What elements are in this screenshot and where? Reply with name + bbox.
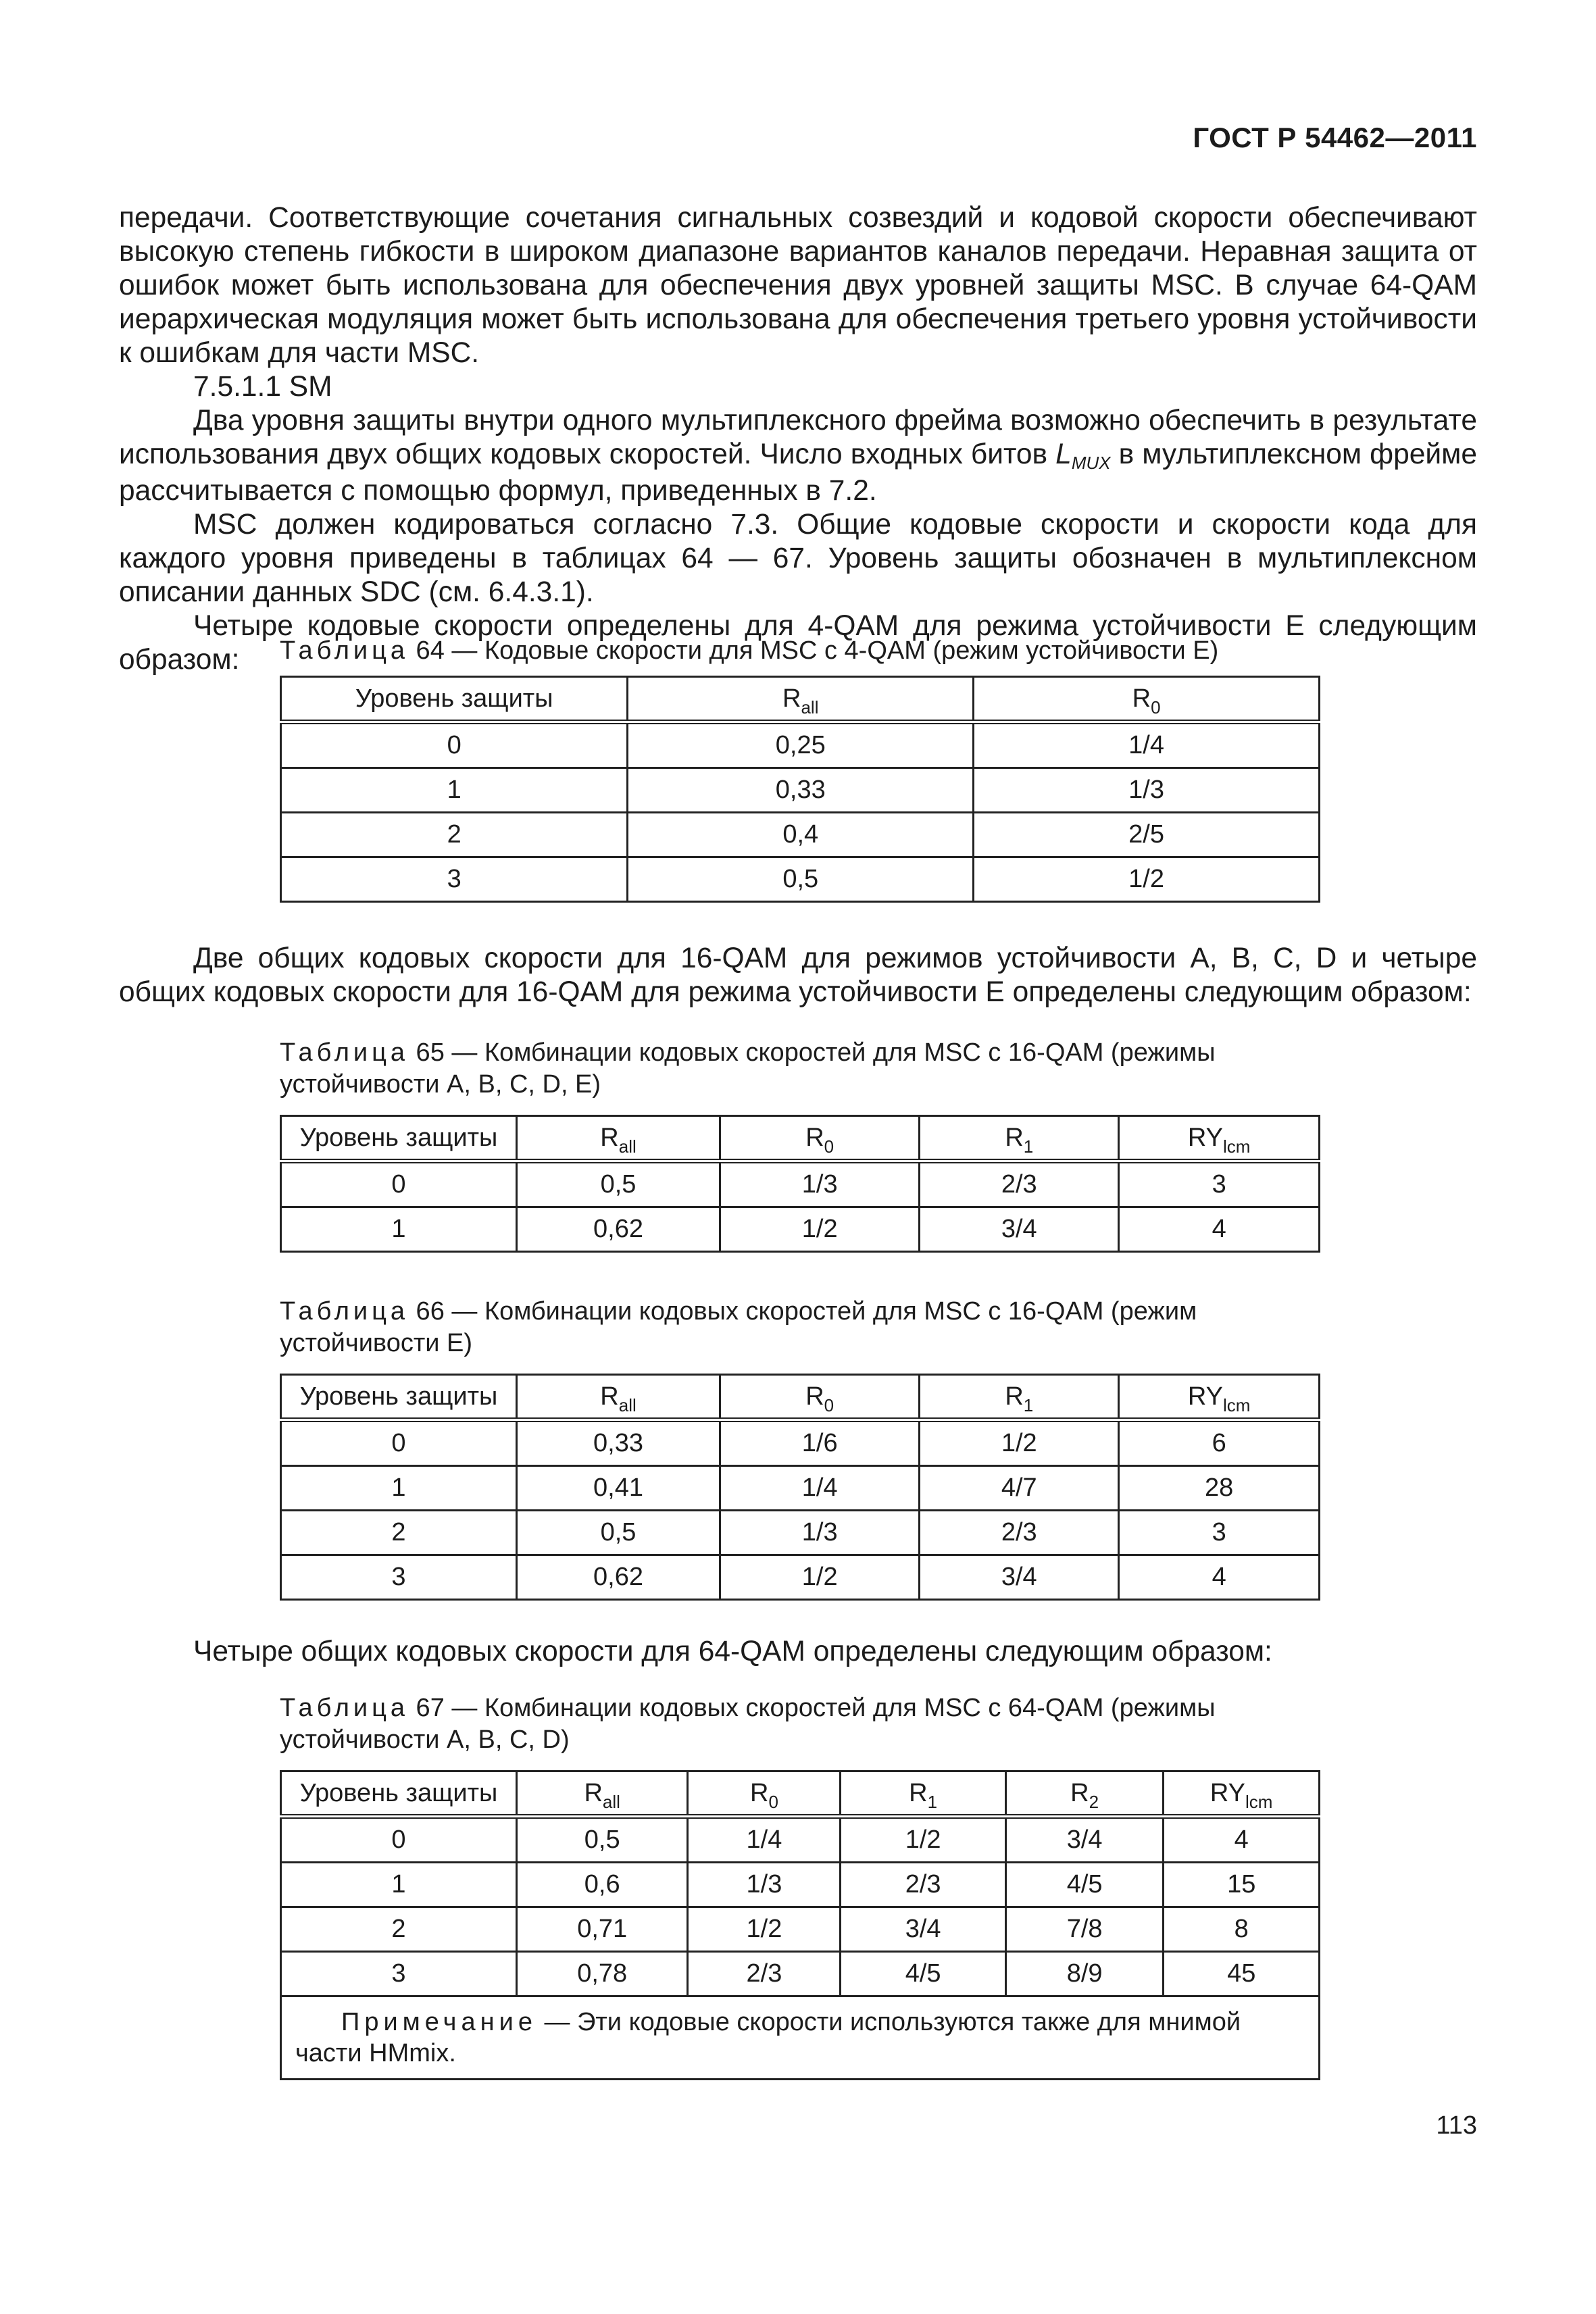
- table-cell: 8: [1164, 1907, 1320, 1952]
- table-64-header-rall: $R_{all}$: [628, 677, 974, 722]
- table-cell: 0,6: [516, 1863, 688, 1907]
- table-cell: 2/3: [920, 1511, 1119, 1555]
- table-cell: 3: [281, 857, 628, 902]
- table-cell: 4/7: [920, 1466, 1119, 1511]
- table-cell: 1/2: [974, 857, 1320, 902]
- table-65-caption: Таблица 65 — Комбинации кодовых скоростей для MSC с 16-QAM (режимы устойчивости A, B, C, D, E): [280, 1038, 1216, 1099]
- body-text: [119, 201, 1477, 677]
- table-cell: 2/3: [688, 1952, 841, 1996]
- table-cell: 2/3: [920, 1161, 1119, 1207]
- paragraph-64qam-block: [119, 1635, 1477, 1669]
- table-67-header-r2: $R_2$: [1005, 1771, 1164, 1817]
- table-67: [280, 1770, 1320, 2080]
- table-cell: 0: [281, 1161, 517, 1207]
- table-cell: 2: [281, 1511, 517, 1555]
- table-65-header-r0: $R_0$: [720, 1116, 920, 1161]
- table-row: [281, 813, 1320, 857]
- table-cell: 3/4: [841, 1907, 1005, 1952]
- table-cell: 6: [1119, 1420, 1320, 1466]
- table-row: [281, 1511, 1320, 1555]
- table-cell: 1/4: [688, 1817, 841, 1863]
- paragraph-16qam: Две общих кодовых скорости для 16-QAM для режимов устойчивости A, B, C, D и четыре общих кодовых скорости для 16-QAM для режима устойчивости E определены следующим образом:: [119, 942, 1477, 1008]
- table-cell: 2: [281, 813, 628, 857]
- table-cell: 4: [1119, 1207, 1320, 1252]
- table-cell: 3/4: [920, 1207, 1119, 1252]
- table-cell: 1: [281, 1466, 517, 1511]
- table-cell: 3/4: [920, 1555, 1119, 1600]
- table-cell: 7/8: [1005, 1907, 1164, 1952]
- table-row: [281, 1207, 1320, 1252]
- table-cell: 1: [281, 768, 628, 813]
- table-66-header-rall: $R_{all}$: [516, 1375, 720, 1420]
- table-66-header-r1: $R_1$: [920, 1375, 1119, 1420]
- table-64-caption: Таблица 64 — Кодовые скорости для MSC с 4-QAM (режим устойчивости E): [280, 636, 1219, 665]
- table-cell: 1/2: [920, 1420, 1119, 1466]
- table-cell: 3: [1119, 1161, 1320, 1207]
- table-cell: 1/2: [720, 1207, 920, 1252]
- table-cell: 1: [281, 1863, 517, 1907]
- table-cell: 0,78: [516, 1952, 688, 1996]
- paragraph-4qam: Четыре кодовые скорости определены для 4-QAM для режима устойчивости E следующим образом:: [119, 610, 1477, 676]
- table-65: [280, 1115, 1320, 1253]
- table-cell: 3: [281, 1952, 517, 1996]
- table-cell: 1/3: [720, 1161, 920, 1207]
- table-cell: 1/2: [841, 1817, 1005, 1863]
- table-66-header-r0: $R_0$: [720, 1375, 920, 1420]
- table-64-header-level: Уровень защиты: [281, 677, 628, 722]
- table-65-header-r1: $R_1$: [920, 1116, 1119, 1161]
- table-cell: 8/9: [1005, 1952, 1164, 1996]
- table-67-header-level: Уровень защиты: [281, 1771, 517, 1817]
- table-row: [281, 857, 1320, 902]
- table-row: [281, 1907, 1320, 1952]
- table-67-caption: Таблица 67 — Комбинации кодовых скоростей для MSC с 64-QAM (режимы устойчивости A, B, C, D): [280, 1694, 1216, 1754]
- table-67-header-r1: $R_1$: [841, 1771, 1005, 1817]
- table-cell: 3/4: [1005, 1817, 1164, 1863]
- table-cell: 4/5: [841, 1952, 1005, 1996]
- table-row: [281, 1555, 1320, 1600]
- paragraph-intro: передачи. Соответствующие сочетания сигнальных созвездий и кодовой скорости обеспечивают высокую степень гибкости в широком диапазоне вариантов каналов передачи. Неравная защита от ошибок может быть использована для обеспечения двух уровней защиты MSC. В случае 64-QAM иерархическая модуляция может быть использована для обеспечения третьего уровня устойчивости к ошибкам для части MSC.: [119, 202, 1477, 369]
- table-cell: 2/5: [974, 813, 1320, 857]
- table-cell: 4: [1164, 1817, 1320, 1863]
- table-66-header-level: Уровень защиты: [281, 1375, 517, 1420]
- table-cell: 3: [281, 1555, 517, 1600]
- table-row: [281, 1466, 1320, 1511]
- table-65-header-level: Уровень защиты: [281, 1116, 517, 1161]
- paragraph-levels: Два уровня защиты внутри одного мультиплексного фрейма возможно обеспечить в результате использования двух общих кодовых скоростей. Число входных битов LMUX в мультиплексном фрейме рассчитывается с помощью формул, приведенных в 7.2.: [119, 405, 1477, 507]
- table-cell: 0,41: [516, 1466, 720, 1511]
- table-66: [280, 1374, 1320, 1601]
- table-cell: 0,62: [516, 1555, 720, 1600]
- table-cell: 0: [281, 1817, 517, 1863]
- document-id: ГОСТ Р 54462—2011: [1193, 122, 1477, 153]
- table-cell: 1/3: [720, 1511, 920, 1555]
- table-cell: 1/3: [974, 768, 1320, 813]
- table-cell: 0,71: [516, 1907, 688, 1952]
- table-cell: 0,25: [628, 722, 974, 768]
- paragraph-msc: MSC должен кодироваться согласно 7.3. Общие кодовые скорости и скорости кода для каждого уровня приведены в таблицах 64 — 67. Уровень защиты обозначен в мультиплексном описании данных SDC (см. 6.4.3.1).: [119, 509, 1477, 608]
- table-67-header-r0: $R_0$: [688, 1771, 841, 1817]
- table-65-header-rylcm: $RY_{lcm}$: [1119, 1116, 1320, 1161]
- table-cell: 4/5: [1005, 1863, 1164, 1907]
- table-66-header-rylcm: $RY_{lcm}$: [1119, 1375, 1320, 1420]
- table-cell: 1/4: [974, 722, 1320, 768]
- table-row: [281, 1420, 1320, 1466]
- table-cell: 0,5: [516, 1817, 688, 1863]
- table-row: [281, 1817, 1320, 1863]
- table-cell: 1: [281, 1207, 517, 1252]
- table-67-note: Примечание — Эти кодовые скорости используются также для мнимой части HMmix.: [281, 1996, 1320, 2080]
- table-row: [281, 1952, 1320, 1996]
- table-cell: 1/6: [720, 1420, 920, 1466]
- table-row: [281, 722, 1320, 768]
- table-66-caption: Таблица 66 — Комбинации кодовых скоростей для MSC с 16-QAM (режим устойчивости E): [280, 1297, 1197, 1357]
- table-cell: 0,5: [516, 1161, 720, 1207]
- page-number: 113: [1436, 2111, 1477, 2140]
- table-cell: 1/2: [688, 1907, 841, 1952]
- table-cell: 28: [1119, 1466, 1320, 1511]
- table-65-header-rall: $R_{all}$: [516, 1116, 720, 1161]
- section-title: 7.5.1.1 SM: [193, 371, 332, 403]
- table-cell: 1/2: [720, 1555, 920, 1600]
- table-cell: 15: [1164, 1863, 1320, 1907]
- table-cell: 0,33: [628, 768, 974, 813]
- table-cell: 0,4: [628, 813, 974, 857]
- paragraph-16qam-block: [119, 942, 1477, 1009]
- table-cell: 2/3: [841, 1863, 1005, 1907]
- table-cell: 1/4: [720, 1466, 920, 1511]
- table-cell: 4: [1119, 1555, 1320, 1600]
- table-cell: 3: [1119, 1511, 1320, 1555]
- table-cell: 1/3: [688, 1863, 841, 1907]
- table-67-header-rylcm: $RY_{lcm}$: [1164, 1771, 1320, 1817]
- table-cell: 45: [1164, 1952, 1320, 1996]
- table-cell: 0: [281, 1420, 517, 1466]
- table-64-header-r0: $R_0$: [974, 677, 1320, 722]
- table-64: [280, 676, 1320, 903]
- paragraph-64qam: Четыре общих кодовых скорости для 64-QAM определены следующим образом:: [193, 1636, 1272, 1667]
- table-cell: 0,5: [628, 857, 974, 902]
- table-67-header-rall: $R_{all}$: [516, 1771, 688, 1817]
- table-cell: 0,5: [516, 1511, 720, 1555]
- table-cell: 0: [281, 722, 628, 768]
- table-cell: 0,62: [516, 1207, 720, 1252]
- table-row: [281, 768, 1320, 813]
- table-cell: 2: [281, 1907, 517, 1952]
- table-row: [281, 1863, 1320, 1907]
- table-cell: 0,33: [516, 1420, 720, 1466]
- table-row: [281, 1161, 1320, 1207]
